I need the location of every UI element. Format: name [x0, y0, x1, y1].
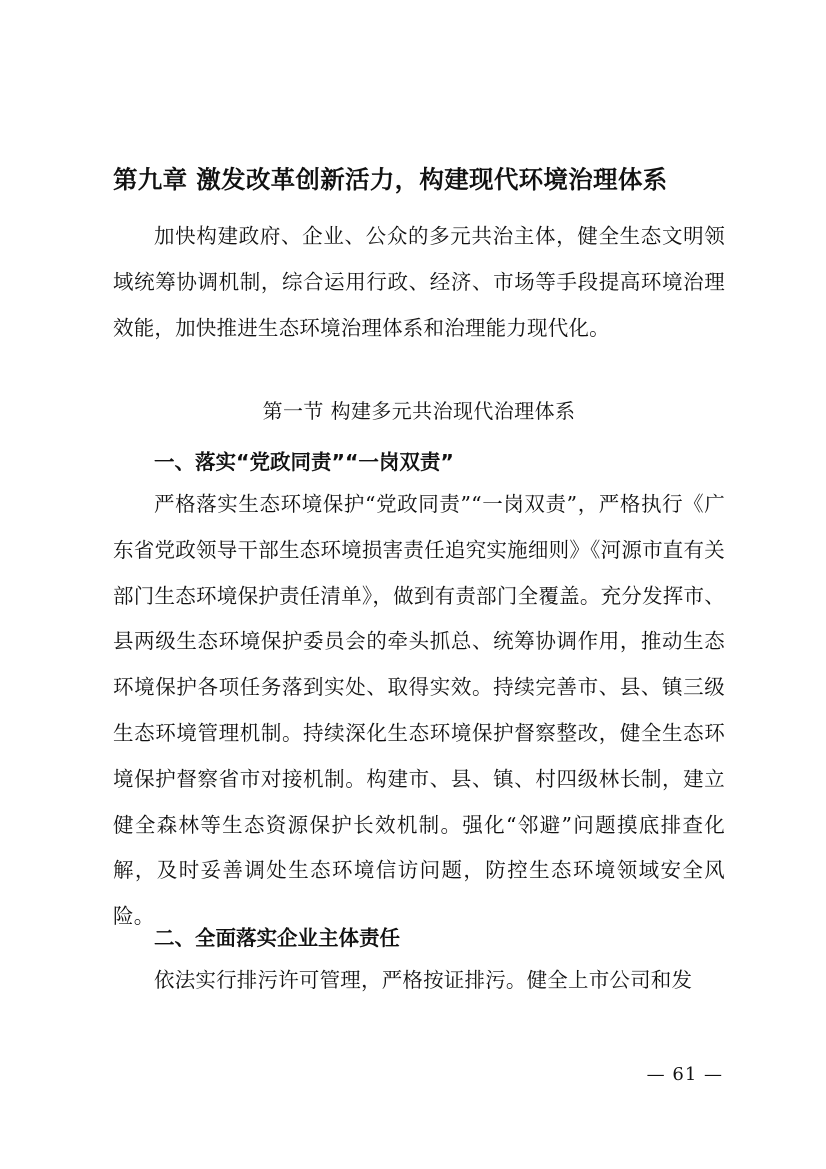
- chapter-intro-text: 加快构建政府、企业、公众的多元共治主体，健全生态文明领域统筹协调机制，综合运用行政、经济、市场等手段提高环境治理效能，加快推进生态环境治理体系和治理能力现代化。: [113, 224, 725, 340]
- subsection-heading-2: 二、全面落实企业主体责任: [154, 926, 400, 950]
- page-number: — 61 —: [646, 1064, 723, 1085]
- subsection-body-1-text: 严格落实生态环境保护“党政同责”“一岗双责”，严格执行《广东省党政领导干部生态环境损害责任追究实施细则》《河源市直有关部门生态环境保护责任清单》，做到有责部门全覆盖。充分发挥市、县两级生态环境保护委员会的牵头抓总、统筹协调作用，推动生态环境保护各项任务落到实处、取得实效。持续完善市、县、镇三级生态环境管理机制。持续深化生态环境保护督察整改，健全生态环境保护督察省市对接机制。构建市、县、镇、村四级林长制，建立健全森林等生态资源保护长效机制。强化“邻避”问题摸底排查化解，及时妥善调处生态环境信访问题，防控生态环境领域安全风险。: [113, 492, 725, 929]
- subsection-body-1: [113, 482, 725, 940]
- section-title: 第一节 构建多元共治现代治理体系: [262, 399, 576, 423]
- chapter-intro-paragraph: [113, 214, 725, 351]
- subsection-body-2-text: 依法实行排污许可管理，严格按证排污。健全上市公司和发: [154, 968, 693, 992]
- subsection-heading-1: 一、落实“党政同责”“一岗双责”: [154, 450, 454, 474]
- chapter-title: 第九章 激发改革创新活力，构建现代环境治理体系: [113, 165, 668, 194]
- subsection-body-2: [113, 958, 725, 1004]
